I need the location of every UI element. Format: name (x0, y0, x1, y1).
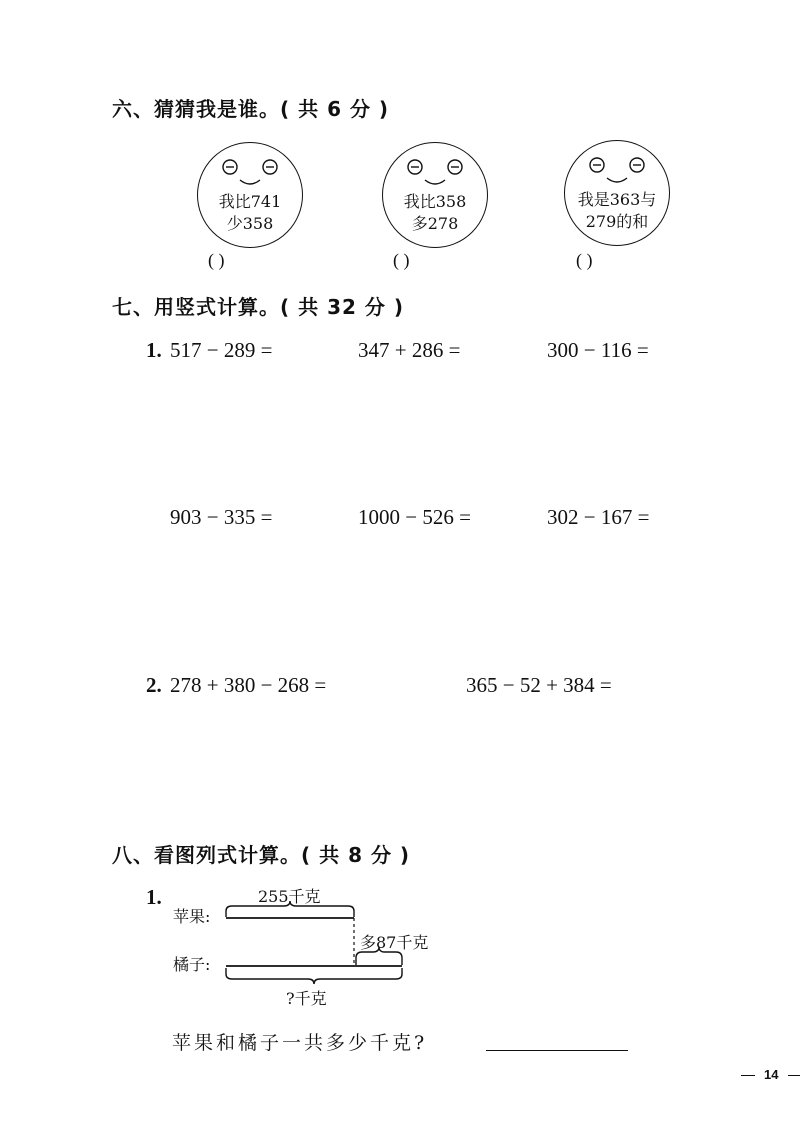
face-2-line-1: 我比358 (403, 192, 467, 211)
problem-1-5: 1000 − 526 = (358, 505, 471, 529)
part-2-number: 2. (146, 673, 162, 697)
section-6-title: 六、猜猜我是谁。( 共 6 分 ) (112, 97, 390, 121)
section-7-title: 七、用竖式计算。( 共 32 分 ) (112, 295, 404, 319)
apple-label: 苹果: (173, 907, 211, 926)
question-text: 苹果和橘子一共多少千克? (172, 1032, 428, 1054)
problem-1-2: 347 + 286 = (358, 338, 461, 362)
apple-weight-label: 255千克 (258, 887, 321, 906)
problem-2-1: 278 + 380 − 268 = (170, 673, 327, 697)
problem-1-4: 903 − 335 = (170, 505, 273, 529)
problem-1-6: 302 − 167 = (547, 505, 650, 529)
apple-brace (226, 901, 354, 917)
answer-blank-3[interactable]: ( ) (576, 250, 593, 270)
page-number: 14 (764, 1067, 779, 1082)
problem-2-2: 365 − 52 + 384 = (466, 673, 612, 697)
problem-1-1: 517 − 289 = (170, 338, 273, 362)
problem-8-1-number: 1. (146, 885, 162, 909)
face-1-line-1: 我比741 (218, 192, 282, 211)
problem-1-3: 300 − 116 = (547, 338, 649, 362)
answer-blank-1[interactable]: ( ) (208, 250, 225, 270)
footer-rule-left (741, 1075, 755, 1076)
answer-line[interactable] (486, 1050, 628, 1051)
part-1-number: 1. (146, 338, 162, 362)
face-3-line-1: 我是363与 (577, 190, 657, 209)
orange-label: 橘子: (173, 955, 211, 974)
difference-label: 多87千克 (360, 933, 429, 952)
footer-rule-right (788, 1075, 800, 1076)
total-label: ?千克 (286, 989, 327, 1008)
section-8-title: 八、看图列式计算。( 共 8 分 ) (112, 843, 411, 867)
face-2-line-2: 多278 (411, 214, 459, 233)
answer-blank-2[interactable]: ( ) (393, 250, 410, 270)
difference-brace (356, 947, 402, 965)
total-brace (226, 968, 402, 984)
face-3-line-2: 279的和 (585, 212, 649, 231)
face-1-line-2: 少358 (226, 214, 274, 233)
